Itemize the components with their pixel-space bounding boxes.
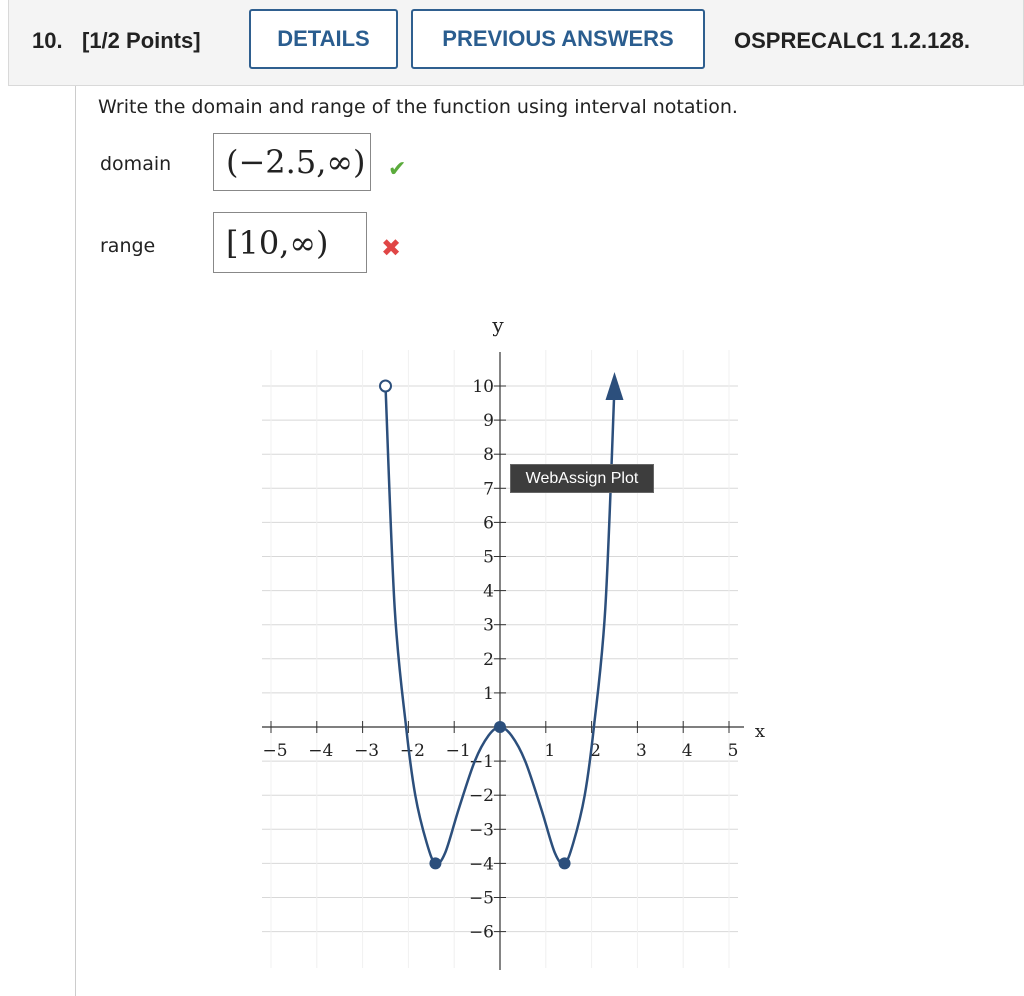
- x-tick-label: 1: [544, 741, 556, 761]
- x-tick-label: 2: [590, 741, 602, 761]
- y-tick-label: 8: [483, 445, 494, 466]
- y-tick-label: 5: [483, 547, 494, 568]
- y-tick-label: −6: [468, 922, 494, 943]
- range-answer-field[interactable]: [10,∞): [213, 212, 367, 273]
- closed-point: [494, 721, 506, 733]
- y-tick-label: −3: [468, 820, 494, 841]
- question-number: 10.: [32, 28, 63, 53]
- open-point: [380, 381, 391, 392]
- y-tick-label: 6: [483, 513, 494, 534]
- y-tick-label: 4: [483, 581, 494, 602]
- plot-tooltip: WebAssign Plot: [510, 464, 654, 493]
- y-tick-label: 1: [483, 683, 494, 704]
- y-tick-label: 3: [483, 615, 494, 636]
- x-axis-label: x: [754, 721, 766, 742]
- y-tick-label: −2: [468, 786, 494, 807]
- range-label: range: [100, 235, 156, 257]
- details-button[interactable]: DETAILS: [249, 9, 398, 69]
- x-tick-label: −5: [262, 741, 288, 761]
- y-tick-label: −1: [468, 752, 494, 773]
- check-icon: ✔: [388, 156, 407, 181]
- y-tick-label: 10: [472, 377, 494, 397]
- cross-icon: ✖: [381, 235, 402, 262]
- y-tick-label: 7: [483, 479, 494, 500]
- y-tick-label: −4: [468, 854, 494, 875]
- domain-answer-field[interactable]: (−2.5,∞): [213, 133, 371, 191]
- y-axis-label: y: [492, 313, 504, 337]
- x-tick-label: 3: [635, 741, 647, 761]
- x-tick-label: −2: [399, 741, 425, 761]
- x-tick-label: −1: [445, 741, 471, 761]
- question-prompt: Write the domain and range of the function using interval notation.: [98, 96, 738, 118]
- y-tick-label: −5: [468, 888, 494, 909]
- domain-label: domain: [100, 153, 172, 175]
- y-tick-label: 9: [483, 411, 494, 432]
- x-tick-label: 4: [681, 741, 693, 761]
- closed-point: [429, 857, 441, 869]
- closed-point: [559, 857, 571, 869]
- question-points: [1/2 Points]: [82, 28, 201, 53]
- previous-answers-button[interactable]: PREVIOUS ANSWERS: [411, 9, 705, 69]
- x-tick-label: −3: [354, 741, 380, 761]
- question-id: OSPRECALC1 1.2.128.: [734, 28, 970, 53]
- x-tick-label: 5: [727, 741, 739, 761]
- x-tick-label: −4: [308, 741, 334, 761]
- y-tick-label: 2: [483, 649, 494, 670]
